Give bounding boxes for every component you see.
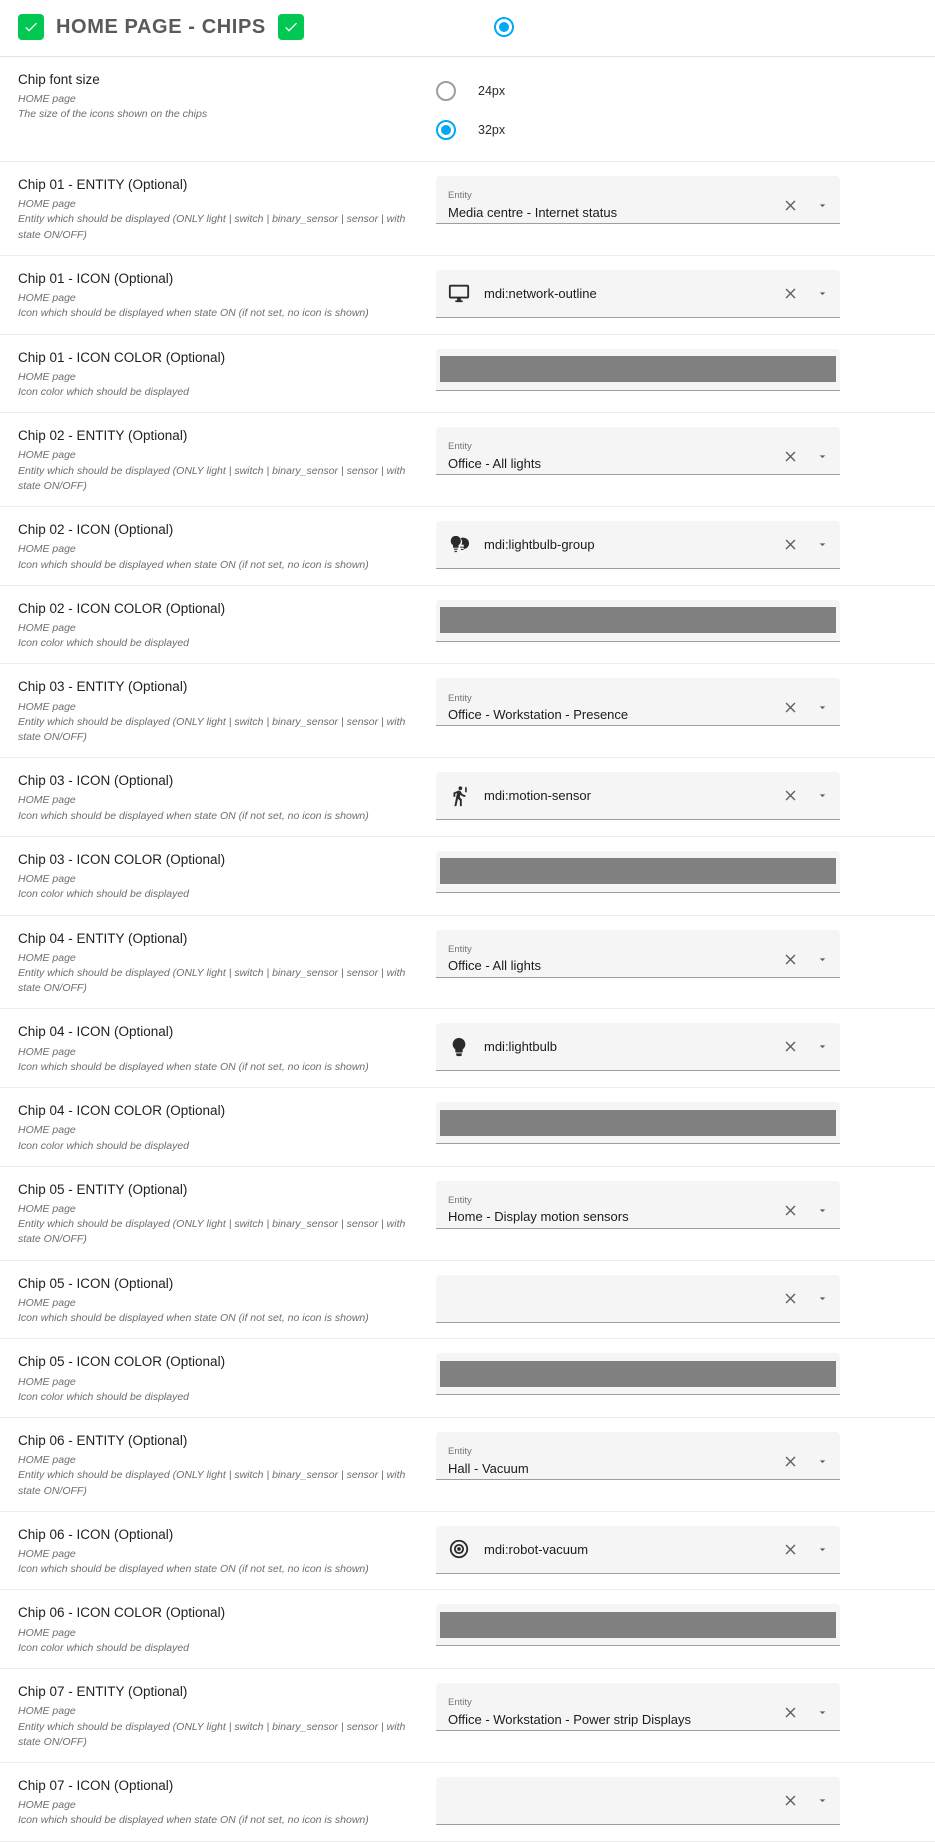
row-label-block	[18, 347, 436, 401]
row-label-block	[18, 1179, 436, 1248]
row-label-block	[18, 268, 436, 322]
row-page: HOME page	[18, 198, 76, 211]
clear-icon[interactable]	[778, 1537, 802, 1561]
settings-row	[0, 916, 935, 1010]
row-label-block	[18, 598, 436, 652]
radio-24px-label: 24px	[478, 83, 506, 98]
entity-field-value: Office - All lights	[448, 455, 541, 471]
settings-row	[0, 335, 935, 414]
row-title: Chip 04 - ENTITY (Optional)	[18, 930, 188, 946]
row-control	[436, 1100, 917, 1144]
row-description: Icon color which should be displayed	[18, 1641, 190, 1654]
bulb-group-icon	[448, 534, 470, 556]
field-actions	[772, 1701, 834, 1725]
chevron-down-icon[interactable]	[810, 1449, 834, 1473]
row-control	[436, 849, 917, 893]
row-control	[436, 1351, 917, 1395]
settings-row	[0, 1669, 935, 1763]
row-title: Chip 05 - ICON (Optional)	[18, 1275, 174, 1291]
icon-field[interactable]	[436, 521, 840, 569]
entity-field-label: Entity	[448, 441, 472, 453]
color-field[interactable]	[436, 600, 840, 642]
entity-field[interactable]	[436, 1683, 840, 1731]
entity-field-body	[448, 1196, 772, 1224]
radio-option-32px[interactable]	[436, 110, 917, 149]
entity-field-label: Entity	[448, 943, 472, 955]
settings-row	[0, 1512, 935, 1591]
row-control	[436, 1021, 917, 1071]
color-swatch[interactable]	[440, 858, 836, 884]
row-label-block	[18, 1273, 436, 1327]
row-label-block	[18, 928, 436, 997]
settings-row	[0, 586, 935, 665]
page-header	[0, 0, 935, 57]
entity-field-label: Entity	[448, 190, 472, 202]
chevron-down-icon[interactable]	[810, 696, 834, 720]
entity-field-body	[448, 191, 772, 219]
clear-icon[interactable]	[778, 947, 802, 971]
row-title: Chip 06 - ICON (Optional)	[18, 1526, 174, 1542]
settings-row	[0, 256, 935, 335]
color-swatch[interactable]	[440, 1110, 836, 1136]
icon-field-body	[448, 1538, 772, 1560]
row-title: Chip 07 - ENTITY (Optional)	[18, 1684, 188, 1700]
color-swatch[interactable]	[440, 1361, 836, 1387]
row-control	[436, 1179, 917, 1229]
row-page: HOME page	[18, 543, 76, 556]
clear-icon[interactable]	[778, 1035, 802, 1059]
row-page: HOME page	[18, 1045, 76, 1058]
row-page: HOME page	[18, 951, 76, 964]
header-checkbox-left[interactable]	[18, 14, 44, 40]
row-title: Chip 02 - ICON COLOR (Optional)	[18, 600, 226, 616]
setting-description: The size of the icons shown on the chips	[18, 108, 208, 121]
field-actions	[772, 281, 834, 305]
row-page: HOME page	[18, 449, 76, 462]
row-description: Icon which should be displayed when state ON (if not set, no icon is shown)	[18, 809, 369, 822]
row-description: Entity which should be displayed (ONLY light | switch | binary_sensor | sensor | with state ON/OFF)	[18, 1469, 406, 1497]
entity-field[interactable]	[436, 930, 840, 978]
row-label-block	[18, 1602, 436, 1656]
entity-field[interactable]	[436, 1181, 840, 1229]
row-control	[436, 1602, 917, 1646]
row-label-block	[18, 69, 436, 123]
row-description: Icon which should be displayed when state ON (if not set, no icon is shown)	[18, 1563, 369, 1576]
row-control	[436, 519, 917, 569]
row-title: Chip 03 - ICON (Optional)	[18, 773, 174, 789]
entity-field-label: Entity	[448, 692, 472, 704]
entity-field[interactable]	[436, 678, 840, 726]
entity-field-body	[448, 442, 772, 470]
clear-icon[interactable]	[778, 1449, 802, 1473]
field-actions	[772, 1198, 834, 1222]
clear-icon[interactable]	[778, 445, 802, 469]
chevron-down-icon[interactable]	[810, 947, 834, 971]
row-title: Chip 04 - ICON (Optional)	[18, 1024, 174, 1040]
row-page: HOME page	[18, 1124, 76, 1137]
row-page: HOME page	[18, 370, 76, 383]
row-description: Entity which should be displayed (ONLY light | switch | binary_sensor | sensor | with state ON/OFF)	[18, 464, 406, 492]
icon-field-body	[448, 534, 772, 556]
color-field[interactable]	[436, 1604, 840, 1646]
row-title: Chip 03 - ENTITY (Optional)	[18, 679, 188, 695]
icon-field-value: mdi:lightbulb	[484, 1039, 557, 1055]
row-title: Chip 05 - ICON COLOR (Optional)	[18, 1354, 226, 1370]
chevron-down-icon[interactable]	[810, 1035, 834, 1059]
row-page: HOME page	[18, 621, 76, 634]
row-page: HOME page	[18, 873, 76, 886]
row-title: Chip 04 - ICON COLOR (Optional)	[18, 1103, 226, 1119]
row-control	[436, 1524, 917, 1574]
row-label-block	[18, 519, 436, 573]
field-actions	[772, 1449, 834, 1473]
settings-row	[0, 1261, 935, 1340]
entity-field-label: Entity	[448, 1446, 472, 1458]
settings-row	[0, 1339, 935, 1418]
entity-field-label: Entity	[448, 1697, 472, 1709]
field-actions	[772, 194, 834, 218]
row-control	[436, 1273, 917, 1323]
color-field[interactable]	[436, 349, 840, 391]
row-description: Icon which should be displayed when state ON (if not set, no icon is shown)	[18, 558, 369, 571]
row-control	[436, 928, 917, 978]
row-description: Entity which should be displayed (ONLY light | switch | binary_sensor | sensor | with state ON/OFF)	[18, 715, 406, 744]
row-page: HOME page	[18, 1296, 76, 1309]
row-page: HOME page	[18, 1375, 76, 1388]
icon-field-body	[448, 785, 772, 807]
field-actions	[772, 1789, 834, 1813]
row-title: Chip 06 - ICON COLOR (Optional)	[18, 1605, 226, 1621]
settings-row	[0, 1418, 935, 1512]
entity-field[interactable]	[436, 427, 840, 475]
entity-field-value: Office - Workstation - Power strip Displays	[448, 1711, 691, 1727]
row-description: Icon color which should be displayed	[18, 1390, 190, 1403]
font-size-options	[436, 69, 917, 149]
row-label-block	[18, 1775, 436, 1829]
row-title: Chip 01 - ENTITY (Optional)	[18, 177, 188, 192]
entity-field-value: Office - Workstation - Presence	[448, 707, 629, 723]
header-radio-selected[interactable]	[494, 17, 514, 37]
entity-field-value: Home - Display motion sensors	[448, 1209, 629, 1225]
row-page: HOME page	[18, 1548, 76, 1561]
row-page: HOME page	[18, 1626, 76, 1639]
icon-field[interactable]	[436, 1526, 840, 1574]
settings-row	[0, 1590, 935, 1669]
setting-page: HOME page	[18, 93, 76, 106]
color-field[interactable]	[436, 1353, 840, 1395]
chevron-down-icon[interactable]	[810, 1789, 834, 1813]
settings-row	[0, 507, 935, 586]
settings-row	[0, 664, 935, 758]
color-swatch[interactable]	[440, 1612, 836, 1638]
row-label-block	[18, 770, 436, 824]
row-description: Icon which should be displayed when state ON (if not set, no icon is shown)	[18, 1312, 369, 1325]
entity-field[interactable]	[436, 1432, 840, 1480]
icon-field-value: mdi:motion-sensor	[484, 788, 591, 804]
clear-icon[interactable]	[778, 281, 802, 305]
motion-icon	[448, 785, 470, 807]
row-page: HOME page	[18, 1454, 76, 1467]
row-label-block	[18, 1351, 436, 1405]
row-control	[436, 1775, 917, 1825]
icon-field[interactable]	[436, 270, 840, 318]
chevron-down-icon[interactable]	[810, 533, 834, 557]
header-radio-group[interactable]	[494, 17, 514, 37]
row-description: Icon which should be displayed when state ON (if not set, no icon is shown)	[18, 307, 369, 320]
row-title: Chip 01 - ICON COLOR (Optional)	[18, 349, 226, 365]
row-control	[436, 1681, 917, 1731]
icon-field-value: mdi:lightbulb-group	[484, 537, 595, 553]
entity-field-body	[448, 1698, 772, 1726]
chevron-down-icon[interactable]	[810, 1286, 834, 1310]
icon-field[interactable]	[436, 772, 840, 820]
row-label-block	[18, 676, 436, 745]
field-actions	[772, 445, 834, 469]
vacuum-icon	[448, 1538, 470, 1560]
monitor-icon	[448, 282, 470, 304]
row-control	[436, 268, 917, 318]
color-swatch[interactable]	[440, 356, 836, 382]
row-page: HOME page	[18, 1799, 76, 1812]
row-description: Entity which should be displayed (ONLY light | switch | binary_sensor | sensor | with state ON/OFF)	[18, 1720, 406, 1748]
settings-row	[0, 413, 935, 507]
chevron-down-icon[interactable]	[810, 1701, 834, 1725]
settings-row	[0, 1009, 935, 1088]
radio-24px[interactable]	[436, 81, 456, 101]
chevron-down-icon[interactable]	[810, 445, 834, 469]
row-control	[436, 770, 917, 820]
row-control	[436, 174, 917, 224]
row-label-block	[18, 1524, 436, 1578]
settings-row	[0, 1167, 935, 1261]
field-actions	[772, 696, 834, 720]
settings-list	[0, 162, 935, 1842]
row-page: HOME page	[18, 700, 76, 713]
row-page: HOME page	[18, 1202, 76, 1215]
clear-icon[interactable]	[778, 1789, 802, 1813]
row-description: Entity which should be displayed (ONLY light | switch | binary_sensor | sensor | with state ON/OFF)	[18, 1218, 406, 1246]
entity-field-body	[448, 694, 772, 722]
row-control	[436, 1430, 917, 1480]
clear-icon[interactable]	[778, 784, 802, 808]
row-description: Icon color which should be displayed	[18, 888, 190, 901]
row-control	[436, 347, 917, 391]
settings-row	[0, 758, 935, 837]
header-checkbox-right[interactable]	[278, 14, 304, 40]
field-actions	[772, 1537, 834, 1561]
clear-icon[interactable]	[778, 1701, 802, 1725]
row-description: Icon which should be displayed when state ON (if not set, no icon is shown)	[18, 1060, 369, 1073]
bulb-icon	[448, 1036, 470, 1058]
setting-title: Chip font size	[18, 72, 100, 87]
field-actions	[772, 1286, 834, 1310]
row-label-block	[18, 849, 436, 903]
chevron-down-icon[interactable]	[810, 194, 834, 218]
row-description: Entity which should be displayed (ONLY light | switch | binary_sensor | sensor | with state ON/OFF)	[18, 213, 406, 241]
chevron-down-icon[interactable]	[810, 281, 834, 305]
chevron-down-icon[interactable]	[810, 1198, 834, 1222]
row-page: HOME page	[18, 794, 76, 807]
row-description: Icon color which should be displayed	[18, 637, 190, 650]
entity-field-value: Hall - Vacuum	[448, 1460, 529, 1476]
icon-field-body	[448, 282, 772, 304]
icon-field-value: mdi:robot-vacuum	[484, 1541, 589, 1557]
row-title: Chip 02 - ICON (Optional)	[18, 522, 174, 538]
row-description: Entity which should be displayed (ONLY light | switch | binary_sensor | sensor | with state ON/OFF)	[18, 967, 406, 995]
field-actions	[772, 533, 834, 557]
row-chip-font-size	[0, 57, 935, 162]
row-label-block	[18, 1681, 436, 1750]
icon-field-value: mdi:network-outline	[484, 285, 597, 301]
row-control	[436, 598, 917, 642]
chevron-down-icon[interactable]	[810, 784, 834, 808]
icon-field-body	[448, 1036, 772, 1058]
entity-field-label: Entity	[448, 1195, 472, 1207]
row-title: Chip 02 - ENTITY (Optional)	[18, 428, 188, 444]
icon-field[interactable]	[436, 1777, 840, 1825]
row-label-block	[18, 174, 436, 243]
entity-field[interactable]	[436, 176, 840, 224]
field-actions	[772, 947, 834, 971]
settings-row	[0, 1088, 935, 1167]
clear-icon[interactable]	[778, 1198, 802, 1222]
row-description: Icon which should be displayed when state ON (if not set, no icon is shown)	[18, 1814, 369, 1827]
entity-field-value: Media centre - Internet status	[448, 204, 618, 220]
settings-row	[0, 1763, 935, 1842]
clear-icon[interactable]	[778, 533, 802, 557]
color-field[interactable]	[436, 851, 840, 893]
row-title: Chip 06 - ENTITY (Optional)	[18, 1432, 188, 1448]
row-label-block	[18, 425, 436, 494]
color-field[interactable]	[436, 1102, 840, 1144]
radio-option-24px[interactable]	[436, 71, 917, 110]
settings-row	[0, 162, 935, 256]
clear-icon[interactable]	[778, 696, 802, 720]
entity-field-body	[448, 945, 772, 973]
page-title: HOME PAGE - CHIPS	[56, 15, 266, 38]
color-swatch[interactable]	[440, 607, 836, 633]
row-description: Icon color which should be displayed	[18, 385, 190, 398]
radio-32px-label: 32px	[478, 122, 506, 137]
row-control	[436, 676, 917, 726]
chevron-down-icon[interactable]	[810, 1537, 834, 1561]
clear-icon[interactable]	[778, 194, 802, 218]
row-title: Chip 07 - ICON (Optional)	[18, 1778, 174, 1793]
row-description: Icon color which should be displayed	[18, 1139, 190, 1152]
field-actions	[772, 784, 834, 808]
icon-field[interactable]	[436, 1023, 840, 1071]
settings-row	[0, 837, 935, 916]
clear-icon[interactable]	[778, 1286, 802, 1310]
entity-field-value: Office - All lights	[448, 958, 541, 974]
entity-field-body	[448, 1447, 772, 1475]
field-actions	[772, 1035, 834, 1059]
row-label-block	[18, 1100, 436, 1154]
icon-field[interactable]	[436, 1275, 840, 1323]
row-title: Chip 01 - ICON (Optional)	[18, 270, 174, 286]
radio-32px[interactable]	[436, 120, 456, 140]
row-label-block	[18, 1430, 436, 1499]
row-page: HOME page	[18, 292, 76, 305]
row-page: HOME page	[18, 1705, 76, 1718]
row-title: Chip 03 - ICON COLOR (Optional)	[18, 851, 226, 867]
row-label-block	[18, 1021, 436, 1075]
row-control	[436, 425, 917, 475]
row-title: Chip 05 - ENTITY (Optional)	[18, 1181, 188, 1197]
